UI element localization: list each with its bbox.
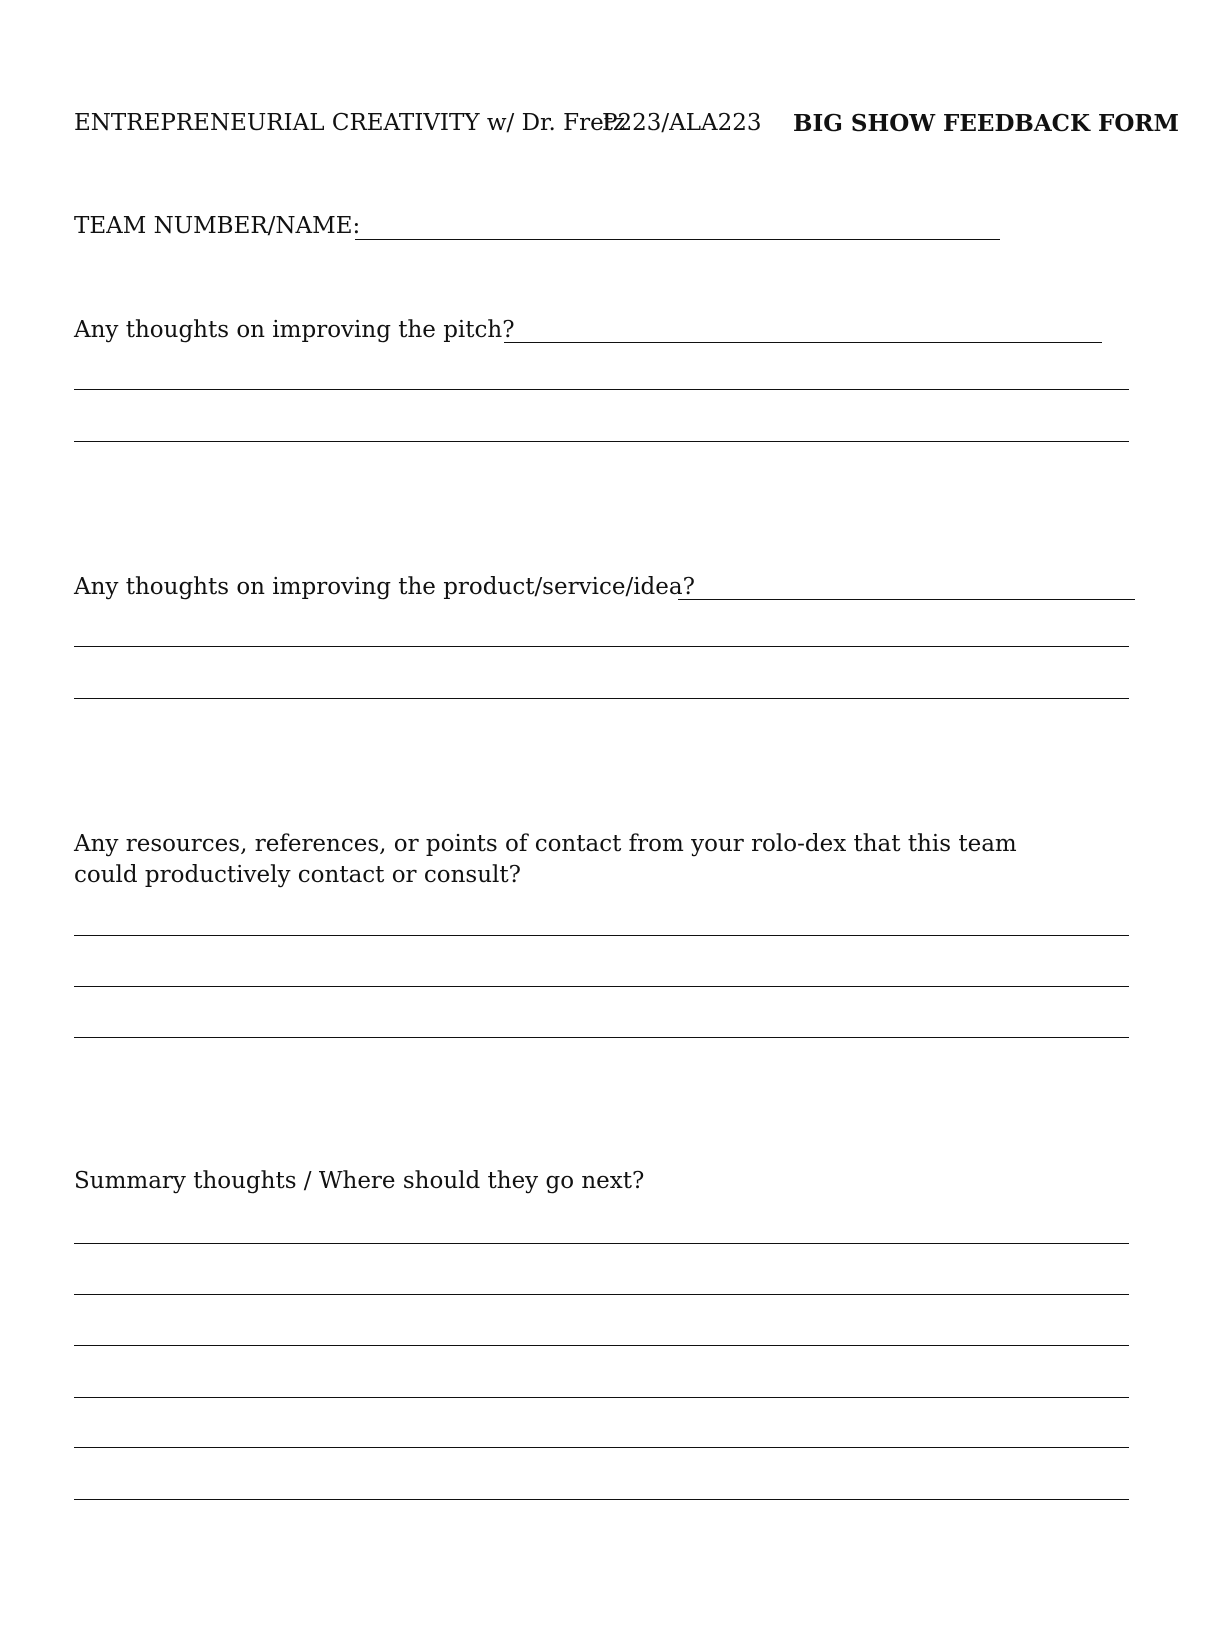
answer-line[interactable] [74,1294,1129,1295]
answer-line[interactable] [74,1499,1129,1500]
answer-line[interactable] [74,1345,1129,1346]
question-product: Any thoughts on improving the product/service/idea? [74,574,695,600]
question-summary: Summary thoughts / Where should they go next? [74,1168,645,1194]
answer-line[interactable] [74,1243,1129,1244]
answer-line[interactable] [74,441,1129,442]
answer-line[interactable] [74,1397,1129,1398]
answer-line[interactable] [74,698,1129,699]
answer-line[interactable] [504,342,1102,343]
question-pitch: Any thoughts on improving the pitch? [74,317,515,343]
answer-line[interactable] [74,389,1129,390]
course-title: ENTREPRENEURIAL CREATIVITY w/ Dr. Fretz [74,110,626,136]
answer-line[interactable] [678,599,1135,600]
answer-line[interactable] [74,646,1129,647]
answer-line[interactable] [74,1037,1129,1038]
answer-line[interactable] [74,986,1129,987]
team-label: TEAM NUMBER/NAME: [74,213,361,239]
answer-line[interactable] [74,1447,1129,1448]
team-name-line[interactable] [355,239,1000,240]
course-code: P223/ALA223 [602,110,762,136]
question-resources: Any resources, references, or points of contact from your rolo-dex that this team could productively contact or consult? [74,831,1017,888]
answer-line[interactable] [74,935,1129,936]
form-title: BIG SHOW FEEDBACK FORM [793,110,1179,137]
